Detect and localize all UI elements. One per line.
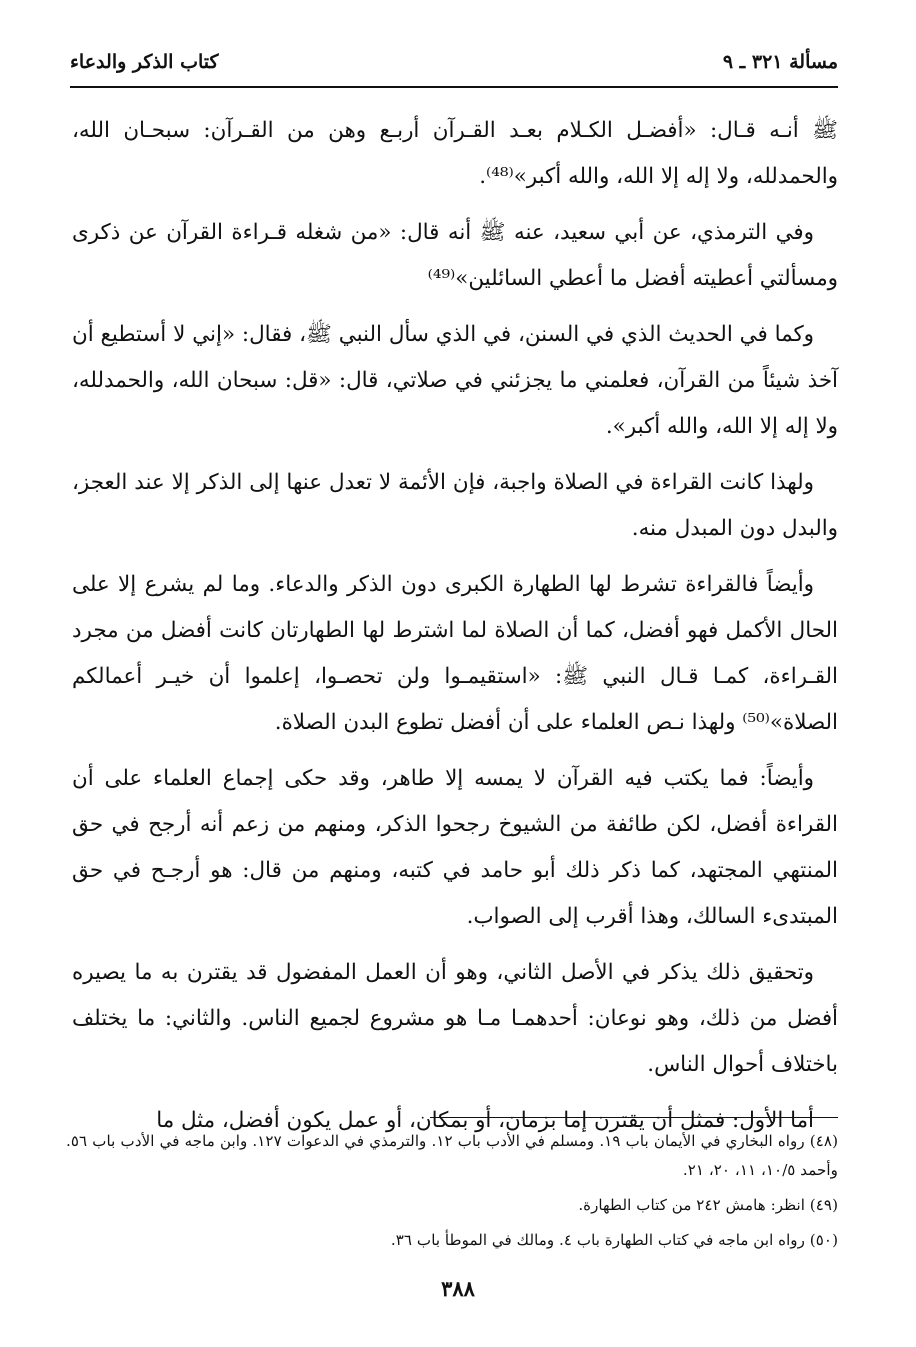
paragraph: ﷺ أنـه قـال: «أفضـل الكـلام بعـد القـرآن أربـع وهن من القـرآن: سبحـان الله، والحمدلله، ولا إله إلا الله، والله أكبر»⁽⁴⁸⁾.: [72, 118, 838, 189]
header-divider: [70, 86, 838, 88]
footnotes: [66, 1127, 838, 1261]
footnote-divider: [430, 1117, 838, 1118]
paragraph: وأيضاً فالقراءة تشرط لها الطهارة الكبرى دون الذكر والدعاء. وما لم يشرع إلا على الحال الأكمل فهو أفضل، كما أن الصلاة لما اشترط لها الطهارتان كانت أفضل من مجرد القـراءة، كمـا قـال النبي ﷺ: «استقيمـوا ولن تحصـوا، إعلموا أن خيـر أعمالكم الصلاة»⁽⁵⁰⁾ ولهذا نـص العلماء على أن أفضل تطوع البدن الصلاة.: [72, 572, 838, 735]
paragraph: وفي الترمذي، عن أبي سعيد، عنه ﷺ أنه قال: «من شغله قـراءة القرآن عن ذكرى ومسألتي أعطيته أفضل ما أعطي السائلين»⁽⁴⁹⁾: [72, 220, 838, 291]
paragraph: أما الأول: فمثل أن يقترن إما بزمان، أو بمكان، أو عمل يكون أفضل، مثل ما: [156, 1108, 814, 1133]
main-text: [72, 108, 838, 1154]
footnote: (٤٩) انظر: هامش ٢٤٢ من كتاب الطهارة.: [578, 1196, 838, 1214]
footnote: (٥٠) رواه ابن ماجه في كتاب الطهارة باب ٤. ومالك في الموطأ باب ٣٦.: [390, 1231, 838, 1249]
header-book-title: كتاب الذكر والدعاء: [70, 51, 219, 73]
footnote: (٤٨) رواه البخاري في الأيمان باب ١٩. ومسلم في الأدب باب ١٢. والترمذي في الدعوات ١٢٧. وابن ماجه في الأدب باب ٥٦. وأحمد ١٠/٥، ١١، ٢٠، ٢١.: [66, 1132, 838, 1179]
running-header: [70, 44, 838, 80]
header-issue-number: مسألة ٣٢١ ـ ٩: [722, 51, 838, 73]
paragraph: وكما في الحديث الذي في السنن، في الذي سأل النبي ﷺ، فقال: «إني لا أستطيع أن آخذ شيئاً من القرآن، فعلمني ما يجزئني في صلاتي، قال: «قل: سبحان الله، والحمدلله، ولا إله إلا الله، والله أكبر».: [72, 322, 838, 439]
paragraph: وتحقيق ذلك يذكر في الأصل الثاني، وهو أن العمل المفضول قد يقترن به ما يصيره أفضل من ذلك، وهو نوعان: أحدهمـا مـا هو مشروع لجميع الناس. والثاني: ما يختلف باختلاف أحوال الناس.: [72, 960, 838, 1077]
paragraph: وأيضاً: فما يكتب فيه القرآن لا يمسه إلا طاهر، وقد حكى إجماع العلماء على أن القراءة أفضل، لكن طائفة من الشيوخ رجحوا الذكر، ومنهم من زعم أنه أرجح في حق المنتهي المجتهد، كما ذكر ذلك أبو حامد في كتبه، ومنهم من قال: هو أرجـح في حق المبتدىء السالك، وهذا أقرب إلى الصواب.: [72, 766, 838, 929]
page-number: ٣٨٨: [441, 1276, 475, 1301]
paragraph: ولهذا كانت القراءة في الصلاة واجبة، فإن الأئمة لا تعدل عنها إلى الذكر إلا عند العجز، والبدل دون المبدل منه.: [72, 470, 838, 541]
